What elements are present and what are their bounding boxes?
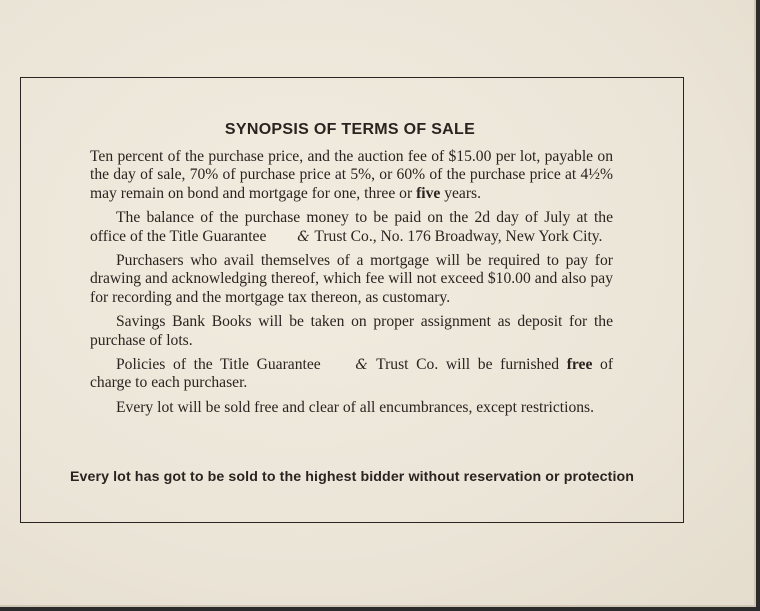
paragraph-text: Trust Co., No. 176 Broadway, New York City. [310, 227, 603, 245]
document-title: SYNOPSIS OF TERMS OF SALE [224, 121, 476, 138]
paragraph-text: Purchasers who avail themselves of a mortgage will be required to pay for drawing and acknowledging thereof, which fee will not exceed $10.00 and also pay for recording and the mortgage tax thereon, as customary. [90, 252, 613, 306]
paragraph-text: The balance of the purchase money to be paid on the 2d day of July at the office of the Title Guarantee [90, 209, 613, 245]
paragraph-balance [90, 209, 613, 246]
paragraph-text: of charge to each purchaser. [90, 356, 614, 392]
paragraph-text: Ten percent of the purchase price, and the auction fee of $15.00 per lot, payable on the day of sale, 70% of purchase price at 5%, or 60% of the purchase price at 4½% may remain on bond and mortgage for one, three or [90, 148, 613, 202]
paragraph-mortgage-fees [90, 252, 613, 307]
paragraph-savings-bank [90, 313, 613, 350]
paragraph-text: Trust Co. will be furnished [368, 356, 567, 374]
paragraph-text: Every lot will be sold free and clear of all encumbrances, except restrictions. [116, 398, 595, 416]
ampersand-glyph: & [355, 357, 368, 374]
footer-statement: Every lot has got to be sold to the highest bidder without reservation or protection [69, 469, 635, 485]
paragraph-text: years. [440, 184, 482, 202]
paragraph-payment-terms [90, 148, 613, 203]
emphasis-text: five [416, 184, 441, 202]
paragraph-title-policies [90, 356, 613, 393]
emphasis-text: free [566, 356, 593, 374]
paragraph-encumbrances [90, 399, 613, 417]
terms-body [90, 148, 613, 423]
paragraph-text: Savings Bank Books will be taken on proper assignment as deposit for the purchase of lots. [90, 313, 613, 349]
ampersand-glyph: & [297, 228, 310, 245]
paragraph-text: Policies of the Title Guarantee [116, 356, 329, 374]
